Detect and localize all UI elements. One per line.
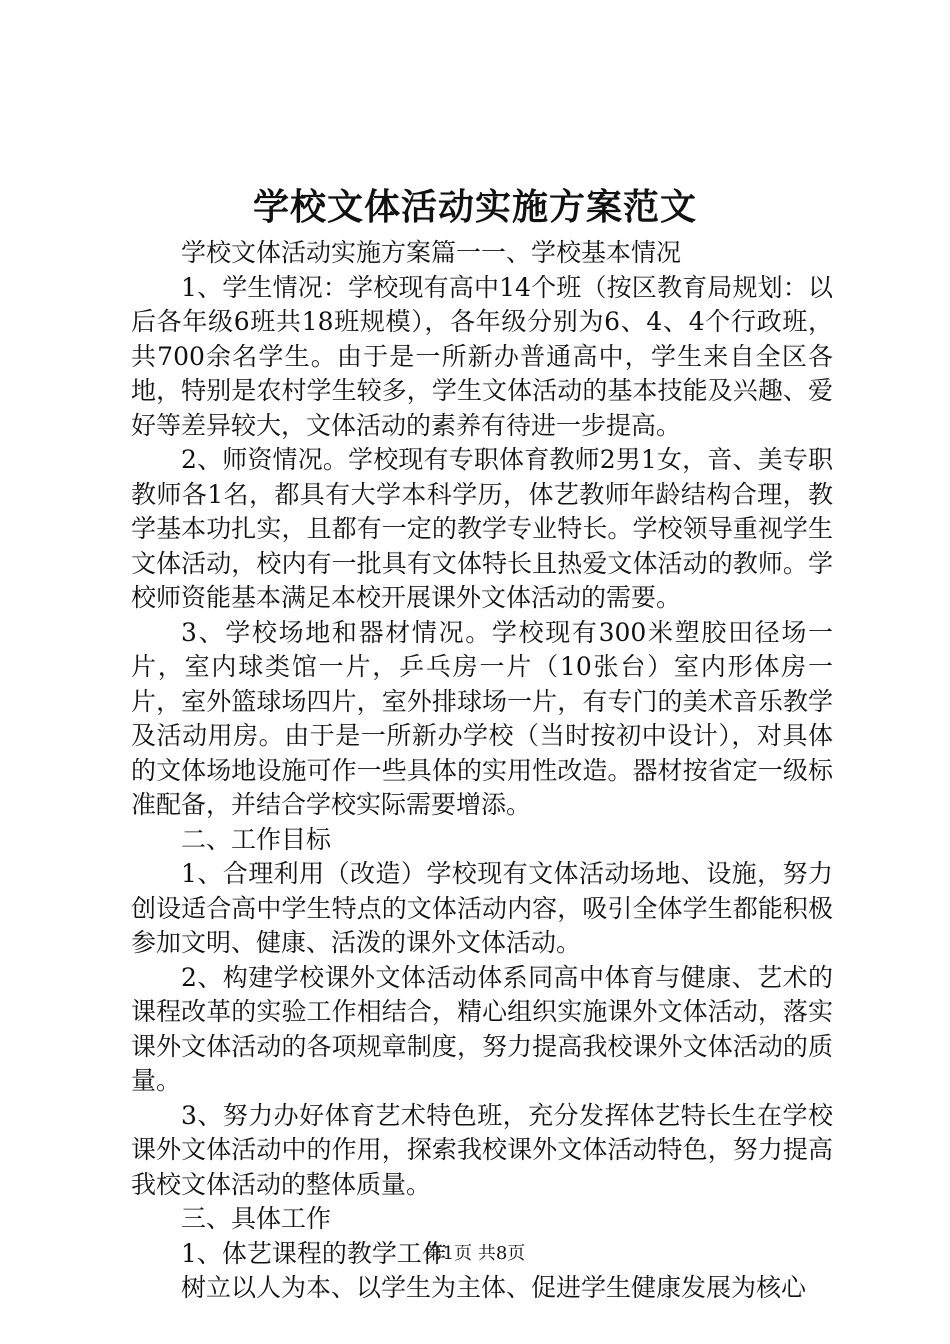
- section-heading-work: 三、具体工作: [181, 1204, 332, 1233]
- paragraph-curriculum: 树立以人为本、以学生为主体、促进学生健康发展为核心: [181, 1273, 807, 1302]
- paragraph-goal-1: 1、合理利用（改造）学校现有文体活动场地、设施，努力创设适合高中学生特点的文体活动内容，吸引全体学生都能积极参加文明、健康、活泼的课外文体活动。: [131, 859, 833, 957]
- section-heading-goals: 二、工作目标: [181, 824, 332, 854]
- document-title: 学校文体活动实施方案范文: [252, 186, 697, 228]
- paragraph-goal-3: 3、努力办好体育艺术特色班，充分发挥体艺特长生在学校课外文体活动中的作用，探索我校课外文体活动特色，努力提高我校文体活动的整体质量。: [131, 1100, 833, 1199]
- paragraph-facilities: 3、学校场地和器材情况。学校现有300米塑胶田径场一片，室内球类馆一片，乒乓房一片（10张台）室内形体房一片，室外篮球场四片，室外排球场一片，有专门的美术音乐教学及活动用房。由于是一所新办学校（当时按初中设计），对具体的文体场地设施可作一些具体的实用性改造。器材按省定一级标准配备，并结合学校实际需要增添。: [131, 617, 833, 819]
- paragraph-students: 1、学生情况：学校现有高中14个班（按区教育局规划：以后各年级6班共18班规模），各年级分别为6、4、4个行政班，共700余名学生。由于是一所新办普通高中，学生来自全区各地，特别是农村学生较多，学生文体活动的基本技能及兴趣、爱好等差异较大，文体活动的素养有待进一步提高。: [131, 272, 833, 440]
- paragraph-teachers: 2、师资情况。学校现有专职体育教师2男1女，音、美专职教师各1名，都具有大学本科学历，体艺教师年龄结构合理，教学基本功扎实，且都有一定的教学专业特长。学校领导重视学生文体活动，校内有一批具有文体特长且热爱文体活动的教师。学校师资能基本满足本校开展课外文体活动的需要。: [131, 445, 833, 612]
- paragraph-goal-2: 2、构建学校课外文体活动体系同高中体育与健康、艺术的课程改革的实验工作相结合，精心组织实施课外文体活动，落实课外文体活动的各项规章制度，努力提高我校课外文体活动的质量。: [131, 962, 833, 1095]
- subheading-curriculum: 1、体艺课程的教学工作: [181, 1238, 447, 1268]
- paragraph-intro: 学校文体活动实施方案篇一一、学校基本情况: [181, 238, 682, 267]
- page-footer: 第1页 共8页: [424, 1243, 526, 1264]
- document-body: [131, 236, 833, 1306]
